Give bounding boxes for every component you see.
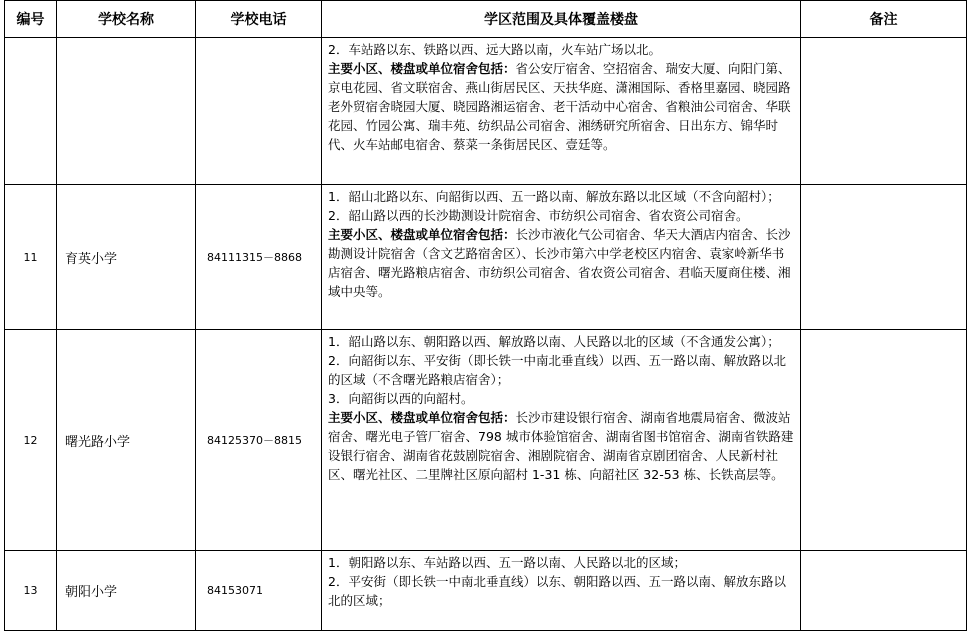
school-phone	[196, 38, 322, 185]
header-num: 编号	[5, 1, 57, 38]
scope-line: 1．韶山路以东、朝阳路以西、解放路以南、人民路以北的区域（不含通发公寓）；	[328, 334, 780, 349]
housing-paragraph	[328, 59, 796, 154]
header-phone: 学校电话	[196, 1, 322, 38]
scope-line: 2．平安街（即长铁一中南北垂直线）以东、朝阳路以西、五一路以南、解放东路以北的区域；	[328, 574, 786, 608]
table-row	[5, 551, 967, 631]
housing-label: 主要小区、楼盘或单位宿舍包括：	[328, 410, 516, 425]
school-name: 育英小学	[57, 185, 196, 330]
header-scope: 学区范围及具体覆盖楼盘	[322, 1, 801, 38]
school-district-table	[4, 0, 967, 631]
scope-line: 2．韶山路以西的长沙勘测设计院宿舍、市纺织公司宿舍、省农资公司宿舍。	[328, 208, 749, 223]
header-name: 学校名称	[57, 1, 196, 38]
row-number: 11	[5, 185, 57, 330]
scope-line: 2．车站路以东、铁路以西、远大路以南，火车站广场以北。	[328, 42, 661, 57]
housing-list: 长沙市液化气公司宿舍、华天大酒店内宿舍、长沙勘测设计院宿舍（含文艺路宿舍区）、长沙市第六中学老校区内宿舍、袁家岭新华书店宿舍、曙光路粮店宿舍、市纺织公司宿舍、省农资公司宿舍、君临天厦商住楼、湘域中央等。	[328, 227, 791, 299]
row-number: 12	[5, 330, 57, 551]
housing-label: 主要小区、楼盘或单位宿舍包括：	[328, 61, 516, 76]
table-row	[5, 185, 967, 330]
district-scope	[322, 185, 801, 330]
housing-paragraph	[328, 408, 796, 484]
scope-line: 1．韶山北路以东、向韶街以西、五一路以南、解放东路以北区域（不含向韶村）；	[328, 189, 780, 204]
scope-line: 3．向韶街以西的向韶村。	[328, 391, 474, 406]
district-scope	[322, 38, 801, 185]
housing-list: 省公安厅宿舍、空招宿舍、瑞安大厦、向阳门第、京电花园、省文联宿舍、燕山街居民区、天扶华庭、潇湘国际、香格里嘉园、晓园路老外贸宿舍晓园大厦、晓园路湘运宿舍、老干活动中心宿舍、省粮油公司宿舍、华联花园、竹园公寓、瑞丰苑、纺织品公司宿舍、湘绣研究所宿舍、日出东方、锦华时代、火车站邮电宿舍、蔡菜一条街居民区、壹廷等。	[328, 61, 791, 152]
scope-line: 1．朝阳路以东、车站路以西、五一路以南、人民路以北的区域；	[328, 555, 686, 570]
housing-list: 长沙市建设银行宿舍、湖南省地震局宿舍、微波站宿舍、曙光电子管厂宿舍、798 城市体验馆宿舍、湖南省图书馆宿舍、湖南省铁路建设银行宿舍、湖南省花鼓剧院宿舍、湘剧院宿舍、湖南省京剧团宿舍、人民新村社区、曙光社区、二里牌社区原向韶村 1-31 栋、向韶社区 32-53 栋、长铁高层等。	[328, 410, 794, 482]
header-remark: 备注	[801, 1, 967, 38]
housing-paragraph	[328, 225, 796, 301]
district-scope	[322, 330, 801, 551]
row-number	[5, 38, 57, 185]
remark-cell	[801, 38, 967, 185]
school-name	[57, 38, 196, 185]
school-phone: 84125370－8815	[196, 330, 322, 551]
scope-line: 2．向韶街以东、平安街（即长铁一中南北垂直线）以西、五一路以南、解放路以北的区域（不含曙光路粮店宿舍）；	[328, 353, 786, 387]
row-number: 13	[5, 551, 57, 631]
district-scope	[322, 551, 801, 631]
school-phone: 84111315－8868	[196, 185, 322, 330]
housing-label: 主要小区、楼盘或单位宿舍包括：	[328, 227, 516, 242]
table-row	[5, 330, 967, 551]
remark-cell	[801, 330, 967, 551]
remark-cell	[801, 185, 967, 330]
school-name: 朝阳小学	[57, 551, 196, 631]
school-phone: 84153071	[196, 551, 322, 631]
school-name: 曙光路小学	[57, 330, 196, 551]
remark-cell	[801, 551, 967, 631]
table-row	[5, 38, 967, 185]
header-row	[5, 1, 967, 38]
